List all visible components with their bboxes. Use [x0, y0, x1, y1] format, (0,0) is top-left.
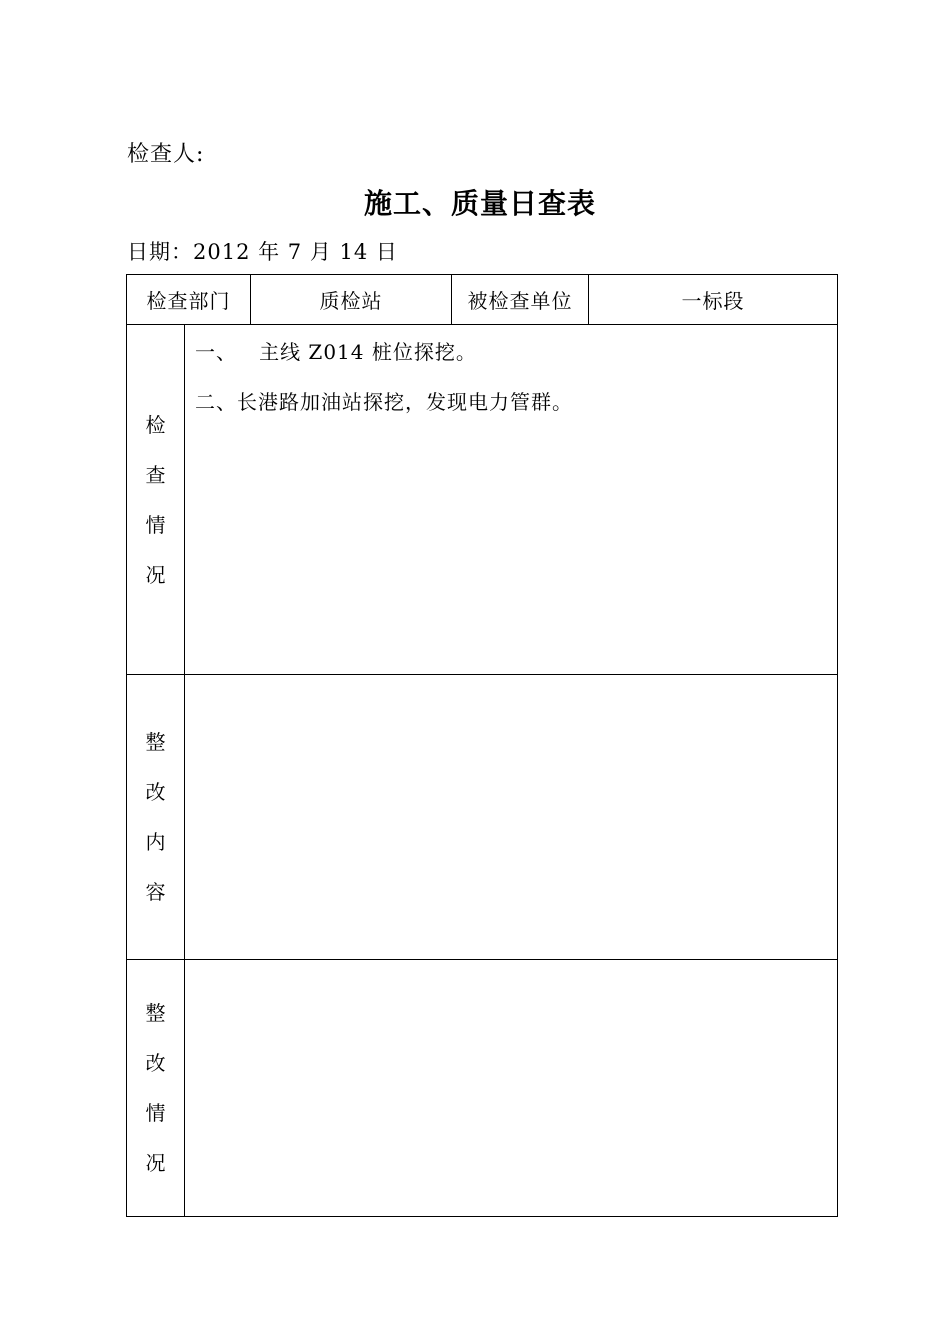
- inspector-label: 检查人:: [127, 142, 205, 167]
- dept-label-cell: 检查部门: [127, 275, 251, 325]
- date-line: 日期：2012 年 7 月 14 日: [127, 240, 398, 264]
- inspection-item-1: 一、 主线 Z014 桩位探挖。: [195, 340, 477, 364]
- page-title: 施工、质量日查表: [363, 187, 596, 220]
- rectify-content-label-cell: [127, 675, 185, 960]
- inspection-label: 检查情况: [145, 412, 166, 587]
- rectify-content-label: 整改内容: [145, 730, 166, 904]
- rectify-status-cell: [185, 960, 838, 1217]
- unit-value-cell: 一标段: [589, 275, 838, 325]
- header-row: [127, 275, 838, 325]
- rectify-status-label: 整改情况: [145, 1001, 166, 1175]
- rectify-status-label-cell: [127, 960, 185, 1217]
- daily-inspection-table: [126, 274, 838, 1217]
- rectify-content-row: [127, 675, 838, 960]
- inspection-item-2: 二、长港路加油站探挖，发现电力管群。: [195, 390, 573, 414]
- rectify-content-cell: [185, 675, 838, 960]
- inspection-label-cell: [127, 325, 185, 675]
- rectify-status-row: [127, 960, 838, 1217]
- inspection-content-cell: [185, 325, 838, 675]
- dept-value-cell: 质检站: [251, 275, 452, 325]
- inspection-row: [127, 325, 838, 675]
- unit-label-cell: 被检查单位: [452, 275, 589, 325]
